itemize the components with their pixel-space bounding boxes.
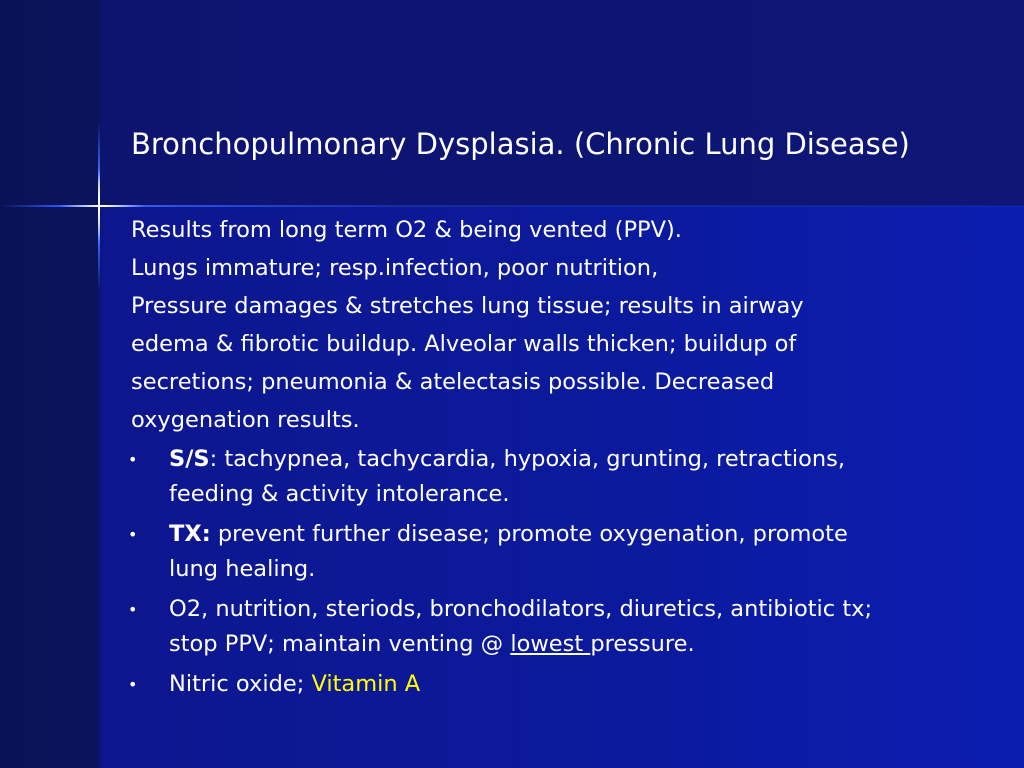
bullet-label: TX:	[169, 521, 211, 547]
bullet-text: prevent further disease; promote oxygenation, promote	[210, 521, 848, 547]
bullet-text: stop PPV; maintain venting @	[169, 631, 511, 657]
bullet-item-signs-symptoms	[128, 442, 988, 512]
bullet-text: Nitric oxide;	[169, 671, 312, 697]
decorative-cross-vertical	[98, 168, 100, 244]
paragraph-line: Results from long term O2 & being vented (PPV).	[131, 217, 682, 243]
bullet-label: S/S	[169, 446, 210, 472]
bullet-text: : tachypnea, tachycardia, hypoxia, grunting, retractions,	[209, 446, 845, 472]
slide-title: Bronchopulmonary Dysplasia. (Chronic Lung Disease)	[131, 127, 910, 161]
paragraph-line: oxygenation results.	[131, 407, 360, 433]
bullet-text: feeding & activity intolerance.	[169, 481, 510, 507]
bullet-item-treatment-goals	[128, 517, 988, 587]
intro-paragraph	[131, 211, 931, 439]
paragraph-line: secretions; pneumonia & atelectasis possible. Decreased	[131, 369, 775, 395]
slide-top-band	[0, 0, 1024, 206]
bullet-item-nitric-oxide	[128, 667, 988, 702]
bullet-dot-icon: •	[128, 600, 138, 619]
bullet-dot-icon: •	[128, 675, 138, 694]
bullet-text: lung healing.	[169, 556, 316, 582]
highlighted-text: Vitamin A	[311, 671, 421, 697]
paragraph-line: Pressure damages & stretches lung tissue; results in airway	[131, 293, 804, 319]
underlined-text: lowest	[510, 631, 591, 657]
bullet-text: O2, nutrition, steriods, bronchodilators, diuretics, antibiotic tx;	[169, 596, 873, 622]
bullet-dot-icon: •	[128, 525, 138, 544]
bullet-list	[128, 442, 988, 707]
decorative-cross-horizontal	[60, 205, 144, 207]
paragraph-line: edema & fibrotic buildup. Alveolar walls thicken; buildup of	[131, 331, 797, 357]
decorative-horizontal-line	[0, 205, 1024, 207]
bullet-dot-icon: •	[128, 450, 138, 469]
paragraph-line: Lungs immature; resp.infection, poor nutrition,	[131, 255, 659, 281]
bullet-text: pressure.	[590, 631, 695, 657]
bullet-item-therapies	[128, 592, 988, 662]
